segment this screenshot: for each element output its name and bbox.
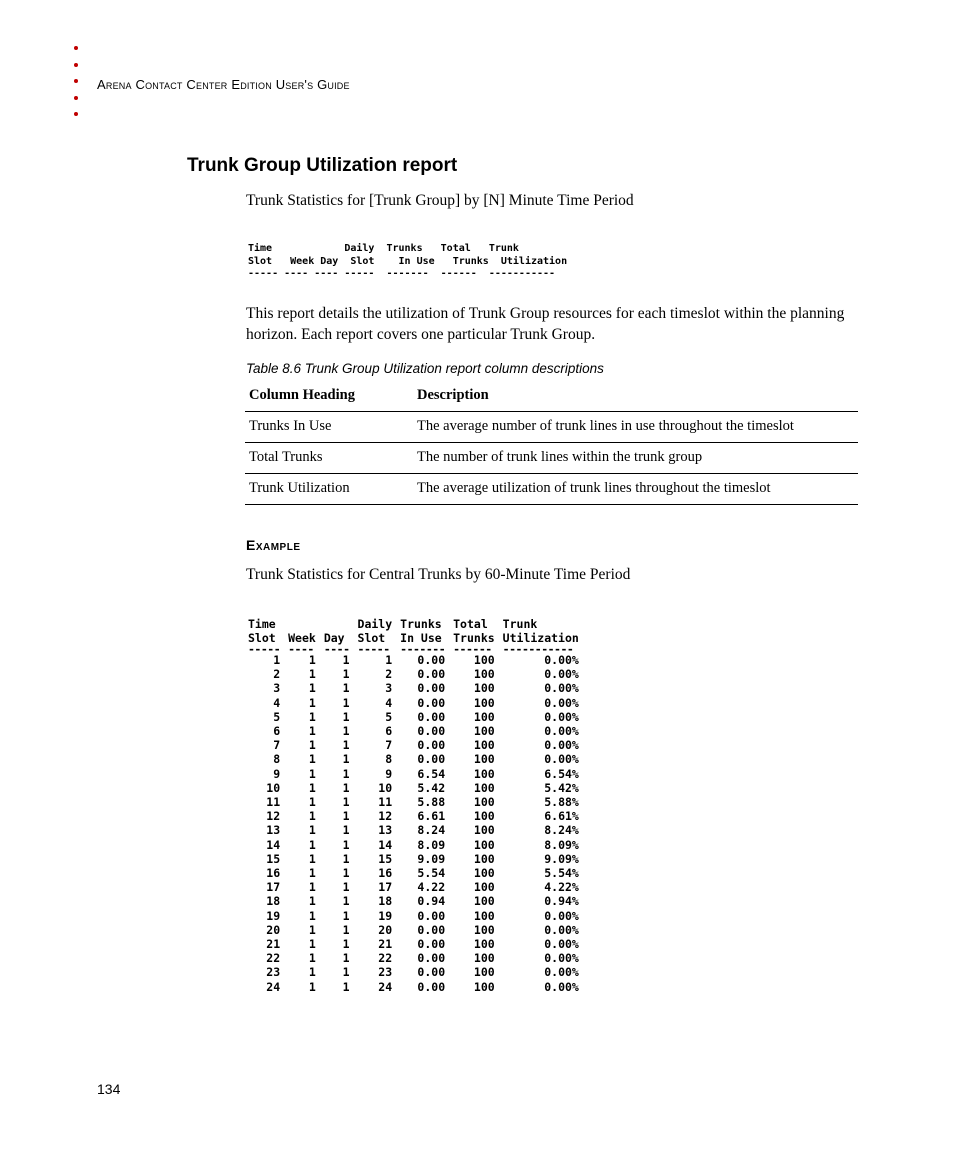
data-cell: 1: [342, 795, 350, 810]
data-cell: 6.61: [417, 809, 446, 824]
header-cell: Trunk: [502, 617, 538, 631]
data-cell: 0.00: [417, 681, 446, 696]
data-cell: 100: [473, 724, 495, 739]
data-cell: 1: [308, 738, 316, 753]
data-cell: 0.00: [417, 922, 446, 937]
data-cell: 4: [385, 695, 393, 710]
data-cell: 6.54: [417, 766, 446, 781]
data-cell: 100: [473, 780, 495, 795]
data-cell: 1: [308, 724, 316, 739]
table-row: [246, 823, 585, 837]
table-row: [246, 681, 585, 695]
data-cell: 0.00: [417, 908, 446, 923]
header-cell: Time: [248, 617, 276, 631]
data-cell: 100: [473, 965, 495, 980]
data-cell: 100: [473, 880, 495, 895]
column-descriptions-table: [245, 382, 858, 505]
data-cell: 1: [308, 695, 316, 710]
table-row: [246, 852, 585, 866]
data-cell: 1: [308, 951, 316, 966]
data-cell: 1: [273, 653, 281, 667]
data-cell: 8.24%: [544, 823, 579, 838]
data-cell: 1: [342, 809, 350, 824]
data-cell: 5.42%: [544, 780, 579, 795]
data-cell: 3: [273, 681, 281, 696]
data-cell: 100: [473, 738, 495, 753]
data-cell: 24: [266, 979, 281, 994]
table-row: [246, 752, 585, 766]
data-cell: 7: [273, 738, 281, 753]
header-cell: [286, 617, 322, 631]
data-cell: 0.00%: [544, 709, 579, 724]
data-cell: 1: [342, 653, 350, 667]
table-caption: Table 8.6 Trunk Group Utilization report column descriptions: [246, 361, 604, 376]
data-cell: 16: [266, 866, 281, 881]
section-title: Trunk Group Utilization report: [187, 155, 458, 176]
data-cell: 1: [342, 780, 350, 795]
margin-bullets: [74, 46, 78, 129]
data-cell: 4: [273, 695, 281, 710]
table-row: [246, 937, 585, 951]
data-cell: 100: [473, 937, 495, 952]
data-cell: 5.42: [417, 780, 446, 795]
data-cell: 0.00: [417, 979, 446, 994]
table-row: [246, 894, 585, 908]
data-cell: 1: [342, 965, 350, 980]
header-cell: Trunks: [453, 631, 495, 645]
data-cell: 22: [378, 951, 393, 966]
data-cell: 0.00: [417, 695, 446, 710]
bullet-icon: [74, 46, 78, 50]
report-intro: Trunk Statistics for [Trunk Group] by [N] Minute Time Period: [246, 192, 634, 209]
table-row: [246, 710, 585, 724]
table-row: [246, 781, 585, 795]
dash-cell: ----: [288, 642, 314, 656]
report-description: This report details the utilization of Trunk Group resources for each timeslot within the planning horizon. Each report covers one particular Trunk Group.: [246, 305, 845, 343]
data-cell: 1: [308, 979, 316, 994]
dash-cell: -----------: [502, 642, 574, 656]
header-cell: In Use: [400, 631, 442, 645]
description-cell: The average utilization of trunk lines throughout the timeslot: [413, 474, 858, 505]
table-row: [245, 443, 858, 474]
data-cell: 23: [266, 965, 281, 980]
data-cell: 6.61%: [544, 809, 579, 824]
data-cell: 5.88: [417, 795, 446, 810]
data-cell: 23: [378, 965, 393, 980]
column-heading-header: Column Heading: [249, 387, 355, 403]
dash-cell: -------: [400, 642, 446, 656]
header-cell: Week: [288, 631, 316, 645]
data-cell: 10: [378, 780, 393, 795]
data-cell: 100: [473, 979, 495, 994]
data-cell: 1: [342, 766, 350, 781]
data-cell: 9.09: [417, 851, 446, 866]
data-cell: 1: [342, 937, 350, 952]
data-cell: 9: [385, 766, 393, 781]
data-cell: 1: [342, 880, 350, 895]
data-cell: 0.94%: [544, 894, 579, 909]
description-header: Description: [417, 387, 489, 403]
data-cell: 9.09%: [544, 851, 579, 866]
data-cell: 100: [473, 766, 495, 781]
data-cell: 0.00%: [544, 681, 579, 696]
data-cell: 100: [473, 709, 495, 724]
data-cell: 100: [473, 795, 495, 810]
data-cell: 12: [266, 809, 281, 824]
data-cell: 100: [473, 922, 495, 937]
data-cell: 1: [308, 809, 316, 824]
data-cell: 4.22: [417, 880, 446, 895]
data-cell: 0.00%: [544, 979, 579, 994]
header-cell: Slot: [248, 631, 276, 645]
data-cell: 15: [378, 851, 393, 866]
data-cell: 0.00%: [544, 724, 579, 739]
data-cell: 18: [378, 894, 393, 909]
data-cell: 1: [342, 837, 350, 852]
table-row: [246, 738, 585, 752]
dash-cell: -----: [357, 642, 390, 656]
data-cell: 24: [378, 979, 393, 994]
data-cell: 100: [473, 695, 495, 710]
header-cell: [322, 617, 356, 631]
data-cell: 1: [308, 709, 316, 724]
data-cell: 20: [266, 922, 281, 937]
data-cell: 8.24: [417, 823, 446, 838]
example-intro: Trunk Statistics for Central Trunks by 60-Minute Time Period: [246, 566, 631, 583]
data-cell: 2: [385, 667, 393, 682]
data-cell: 6: [385, 724, 393, 739]
data-cell: 100: [473, 951, 495, 966]
dash-cell: -----: [248, 642, 281, 656]
table-row: [246, 909, 585, 923]
data-cell: 0.00%: [544, 653, 579, 667]
bullet-icon: [74, 79, 78, 83]
data-cell: 6.54%: [544, 766, 579, 781]
data-cell: 17: [378, 880, 393, 895]
table-row: [246, 866, 585, 880]
data-cell: 5: [385, 709, 393, 724]
data-cell: 1: [342, 695, 350, 710]
data-cell: 100: [473, 752, 495, 767]
table-row: [246, 696, 585, 710]
data-cell: 0.00: [417, 709, 446, 724]
data-cell: 5.54%: [544, 866, 579, 881]
data-cell: 8: [273, 752, 281, 767]
data-cell: 3: [385, 681, 393, 696]
data-cell: 6: [273, 724, 281, 739]
table-row: [245, 412, 858, 443]
data-cell: 1: [342, 823, 350, 838]
data-cell: 0.94: [417, 894, 446, 909]
data-cell: 1: [342, 752, 350, 767]
data-cell: 2: [273, 667, 281, 682]
data-cell: 0.00%: [544, 695, 579, 710]
header-cell: Total: [453, 617, 488, 631]
data-cell: 21: [378, 937, 393, 952]
data-cell: 1: [308, 866, 316, 881]
column-name-cell: Trunk Utilization: [245, 474, 413, 505]
data-cell: 16: [378, 866, 393, 881]
table-row: [246, 795, 585, 809]
data-cell: 1: [308, 908, 316, 923]
data-cell: 18: [266, 894, 281, 909]
table-row: [246, 724, 585, 738]
data-cell: 0.00: [417, 724, 446, 739]
data-cell: 0.00%: [544, 951, 579, 966]
table-row: [246, 965, 585, 979]
data-cell: 5.88%: [544, 795, 579, 810]
data-cell: 1: [308, 937, 316, 952]
data-cell: 1: [308, 880, 316, 895]
data-cell: 1: [342, 866, 350, 881]
data-cell: 0.00: [417, 951, 446, 966]
dash-row: [246, 645, 585, 653]
data-cell: 1: [342, 922, 350, 937]
example-report-table: [246, 617, 585, 994]
data-cell: 1: [342, 738, 350, 753]
table-row: [246, 980, 585, 994]
data-cell: 1: [308, 681, 316, 696]
data-cell: 100: [473, 667, 495, 682]
data-cell: 1: [308, 837, 316, 852]
data-cell: 17: [266, 880, 281, 895]
data-cell: 13: [378, 823, 393, 838]
data-cell: 10: [266, 780, 281, 795]
data-cell: 100: [473, 908, 495, 923]
example-heading: Example: [246, 537, 301, 553]
data-cell: 21: [266, 937, 281, 952]
data-cell: 4.22%: [544, 880, 579, 895]
data-cell: 8.09: [417, 837, 446, 852]
description-cell: The number of trunk lines within the trunk group: [413, 443, 858, 474]
data-cell: 9: [273, 766, 281, 781]
page-number: 134: [97, 1081, 121, 1097]
running-header: Arena Contact Center Edition User's Guide: [97, 77, 350, 92]
data-cell: 5: [273, 709, 281, 724]
data-cell: 0.00%: [544, 937, 579, 952]
column-name-cell: Trunks In Use: [245, 412, 413, 443]
data-cell: 1: [308, 653, 316, 667]
data-cell: 11: [266, 795, 281, 810]
data-cell: 0.00: [417, 965, 446, 980]
data-cell: 100: [473, 809, 495, 824]
data-cell: 1: [308, 823, 316, 838]
data-cell: 1: [308, 965, 316, 980]
data-cell: 19: [378, 908, 393, 923]
header-cell: Daily: [357, 617, 393, 631]
data-cell: 13: [266, 823, 281, 838]
data-cell: 1: [308, 752, 316, 767]
data-cell: 1: [342, 851, 350, 866]
table-row: [246, 838, 585, 852]
data-cell: 11: [378, 795, 393, 810]
data-cell: 8: [385, 752, 393, 767]
data-cell: 0.00%: [544, 738, 579, 753]
data-cell: 0.00%: [544, 922, 579, 937]
column-name-cell: Total Trunks: [245, 443, 413, 474]
data-cell: 14: [266, 837, 281, 852]
data-cell: 0.00%: [544, 752, 579, 767]
data-cell: 20: [378, 922, 393, 937]
bullet-icon: [74, 96, 78, 100]
header-row-1: [246, 617, 585, 631]
header-cell: Trunks: [400, 617, 442, 631]
data-cell: 19: [266, 908, 281, 923]
data-cell: 1: [308, 766, 316, 781]
data-cell: 100: [473, 851, 495, 866]
table-row: [246, 880, 585, 894]
data-cell: 100: [473, 837, 495, 852]
data-cell: 14: [378, 837, 393, 852]
data-cell: 22: [266, 951, 281, 966]
description-cell: The average number of trunk lines in use throughout the timeslot: [413, 412, 858, 443]
data-cell: 1: [308, 922, 316, 937]
data-cell: 1: [385, 653, 393, 667]
data-cell: 100: [473, 681, 495, 696]
report-header-sample: Time Daily Trunks Total Trunk Slot Week Day Slot In Use Trunks Utilization ----- ---- ---- ----- ------- ------ -----------: [248, 243, 568, 279]
data-cell: 1: [308, 780, 316, 795]
data-cell: 100: [473, 823, 495, 838]
table-row: [246, 667, 585, 681]
data-cell: 0.00: [417, 738, 446, 753]
header-cell: Slot: [357, 631, 386, 645]
data-cell: 100: [473, 866, 495, 881]
table-row: [246, 767, 585, 781]
data-cell: 0.00: [417, 752, 446, 767]
table-row: [246, 923, 585, 937]
header-cell: Utilization: [502, 631, 579, 645]
data-cell: 0.00%: [544, 908, 579, 923]
data-cell: 1: [308, 667, 316, 682]
data-cell: 15: [266, 851, 281, 866]
data-cell: 1: [342, 908, 350, 923]
data-cell: 1: [342, 979, 350, 994]
data-cell: 0.00: [417, 653, 446, 667]
table-row: [246, 951, 585, 965]
data-cell: 1: [342, 681, 350, 696]
data-cell: 1: [308, 795, 316, 810]
data-cell: 100: [473, 653, 495, 667]
data-cell: 5.54: [417, 866, 446, 881]
data-cell: 1: [342, 894, 350, 909]
data-cell: 1: [342, 709, 350, 724]
bullet-icon: [74, 63, 78, 67]
data-cell: 1: [308, 894, 316, 909]
table-row: [246, 809, 585, 823]
data-cell: 0.00: [417, 667, 446, 682]
header-cell: Day: [323, 631, 345, 645]
data-cell: 7: [385, 738, 393, 753]
bullet-icon: [74, 112, 78, 116]
data-cell: 100: [473, 894, 495, 909]
data-cell: 1: [342, 951, 350, 966]
data-cell: 1: [308, 851, 316, 866]
data-cell: 8.09%: [544, 837, 579, 852]
dash-cell: ------: [453, 642, 492, 656]
data-cell: 12: [378, 809, 393, 824]
data-cell: 1: [342, 724, 350, 739]
data-cell: 0.00%: [544, 965, 579, 980]
data-cell: 1: [342, 667, 350, 682]
dash-cell: ----: [323, 642, 350, 656]
table-row: [245, 474, 858, 505]
data-cell: 0.00%: [544, 667, 579, 682]
data-cell: 0.00: [417, 937, 446, 952]
